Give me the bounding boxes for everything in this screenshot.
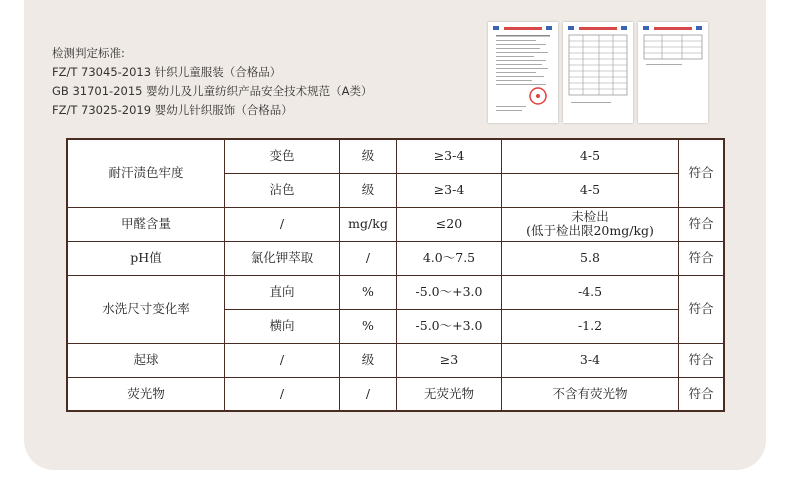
sub-cell: 沾色 (225, 173, 340, 207)
requirement-cell: ≥3-4 (397, 139, 502, 173)
unit-cell: % (340, 275, 397, 309)
unit-cell: mg/kg (340, 207, 397, 241)
sub-cell: 横向 (225, 309, 340, 343)
test-results-table (66, 138, 725, 412)
sub-cell: 直向 (225, 275, 340, 309)
standards-heading: 检测判定标准: (52, 46, 125, 60)
sub-cell: 变色 (225, 139, 340, 173)
result-cell: -1.2 (502, 309, 679, 343)
result-cell: 4-5 (502, 139, 679, 173)
table-row (67, 275, 724, 309)
sub-cell: / (225, 377, 340, 411)
requirement-cell: -5.0～+3.0 (397, 309, 502, 343)
report-thumbnail-2 (563, 22, 633, 123)
unit-cell: / (340, 377, 397, 411)
unit-cell: / (340, 241, 397, 275)
table-row (67, 241, 724, 275)
verdict-cell: 符合 (679, 275, 725, 343)
table-row (67, 377, 724, 411)
requirement-cell: ≥3-4 (397, 173, 502, 207)
item-cell: 起球 (67, 343, 225, 377)
standard-line: GB 31701-2015 婴幼儿及儿童纺织产品安全技术规范（A类） (52, 84, 373, 98)
verdict-cell: 符合 (679, 207, 725, 241)
report-page-image (488, 22, 558, 123)
requirement-cell: -5.0～+3.0 (397, 275, 502, 309)
verdict-cell: 符合 (679, 139, 725, 207)
item-cell: 水洗尺寸变化率 (67, 275, 225, 343)
table-row (67, 139, 724, 173)
requirement-cell: 4.0～7.5 (397, 241, 502, 275)
unit-cell: % (340, 309, 397, 343)
sub-cell: / (225, 343, 340, 377)
item-cell: 荧光物 (67, 377, 225, 411)
requirement-cell: ≤20 (397, 207, 502, 241)
requirement-cell: 无荧光物 (397, 377, 502, 411)
result-text: 未检出 (571, 209, 609, 224)
standard-line: FZ/T 73045-2013 针织儿童服装（合格品） (52, 65, 282, 79)
report-page-image (563, 22, 633, 123)
unit-cell: 级 (340, 139, 397, 173)
item-cell: 甲醛含量 (67, 207, 225, 241)
result-cell (502, 207, 679, 241)
result-cell: 3-4 (502, 343, 679, 377)
table-row (67, 343, 724, 377)
unit-cell: 级 (340, 343, 397, 377)
verdict-cell: 符合 (679, 343, 725, 377)
result-cell: 5.8 (502, 241, 679, 275)
table-row (67, 207, 724, 241)
verdict-cell: 符合 (679, 377, 725, 411)
sub-cell: 氯化钾萃取 (225, 241, 340, 275)
standard-line: FZ/T 73025-2019 婴幼儿针织服饰（合格品） (52, 103, 293, 117)
report-page-image (638, 22, 708, 123)
report-thumbnail-1 (488, 22, 558, 123)
report-thumbnails (488, 22, 708, 123)
item-cell: 耐汗渍色牢度 (67, 139, 225, 207)
result-cell: 不含有荧光物 (502, 377, 679, 411)
result-cell: 4-5 (502, 173, 679, 207)
report-thumbnail-3 (638, 22, 708, 123)
result-note: (低于检出限20mg/kg) (526, 223, 654, 238)
unit-cell: 级 (340, 173, 397, 207)
item-cell: pH值 (67, 241, 225, 275)
verdict-cell: 符合 (679, 241, 725, 275)
sub-cell: / (225, 207, 340, 241)
result-cell: -4.5 (502, 275, 679, 309)
standards-block (52, 44, 372, 120)
requirement-cell: ≥3 (397, 343, 502, 377)
